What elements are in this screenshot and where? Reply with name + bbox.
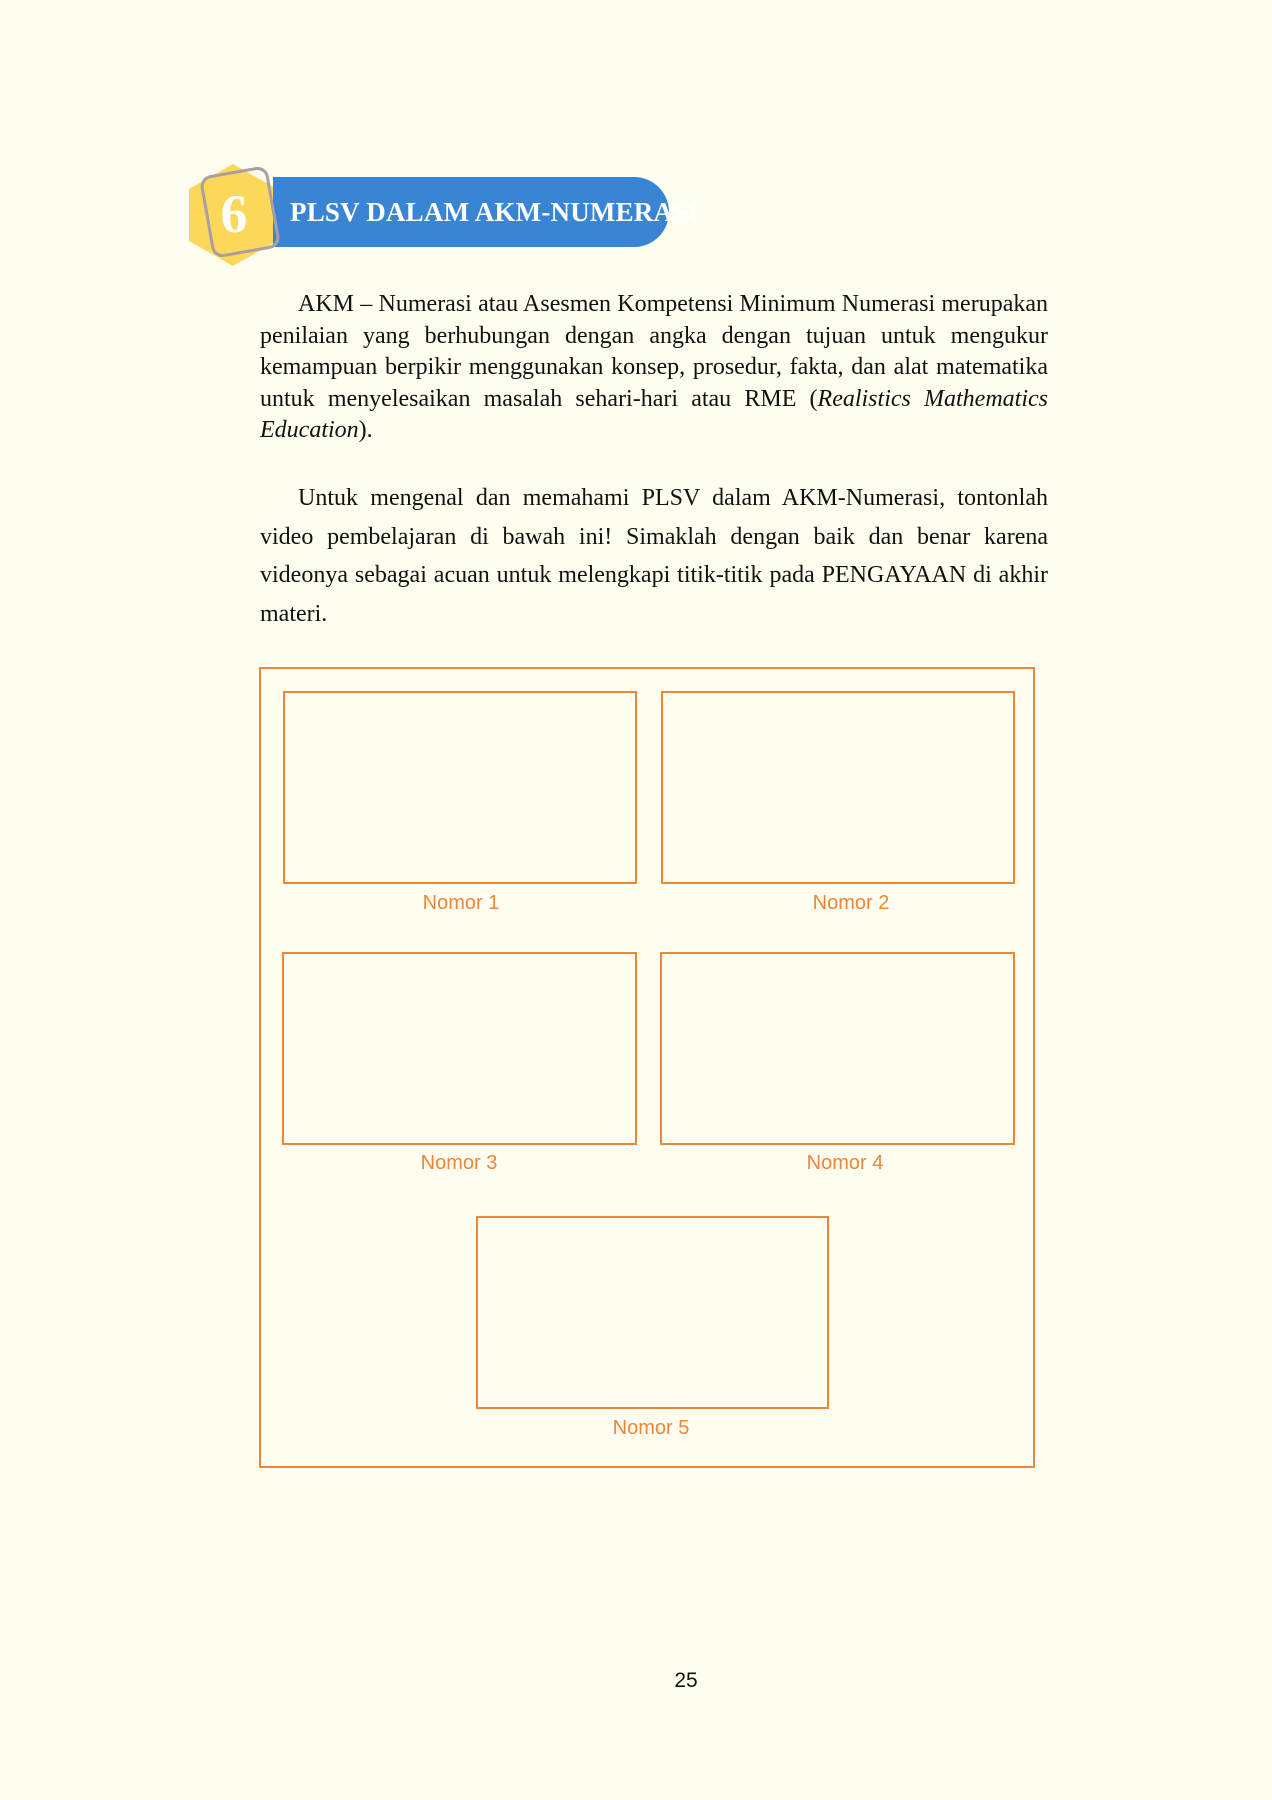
video-label-5: Nomor 5 [612, 1417, 690, 1439]
video-slot-1[interactable] [283, 691, 637, 884]
section-title: PLSV DALAM AKM-NUMERASI [290, 197, 700, 227]
intro-italic-term: Realistics Mathematics Education [260, 385, 1048, 443]
video-label-3: Nomor 3 [420, 1152, 498, 1174]
video-label-4: Nomor 4 [806, 1152, 884, 1174]
section-header [185, 162, 700, 272]
video-slot-5[interactable] [476, 1216, 829, 1409]
intro-paragraph [260, 289, 1048, 447]
video-label-1: Nomor 1 [422, 892, 500, 914]
video-slot-4[interactable] [660, 952, 1015, 1145]
instruction-paragraph: Untuk mengenal dan memahami PLSV dalam AKM-Numerasi, tontonlah video pembelajaran di bawah ini! Simaklah dengan baik dan benar karena videonya sebagai acuan untuk melengkapi titik-titik pada PENGAYAAN di akhir materi. [260, 485, 1048, 627]
video-label-2: Nomor 2 [812, 892, 890, 914]
page-number: 25 [674, 1669, 698, 1692]
video-frame [259, 667, 1035, 1468]
video-slot-2[interactable] [661, 691, 1015, 884]
intro-text-end: ). [358, 417, 373, 443]
section-number: 6 [220, 184, 248, 244]
intro-text: AKM – Numerasi atau Asesmen Kompetensi Minimum Numerasi merupakan penilaian yang berhubungan dengan angka dengan tujuan untuk mengukur kemampuan berpikir menggunakan konsep, prosedur, fakta, dan alat matematika untuk menyelesaikan masalah sehari-hari atau RME ( [260, 291, 1048, 412]
video-slot-3[interactable] [282, 952, 637, 1145]
